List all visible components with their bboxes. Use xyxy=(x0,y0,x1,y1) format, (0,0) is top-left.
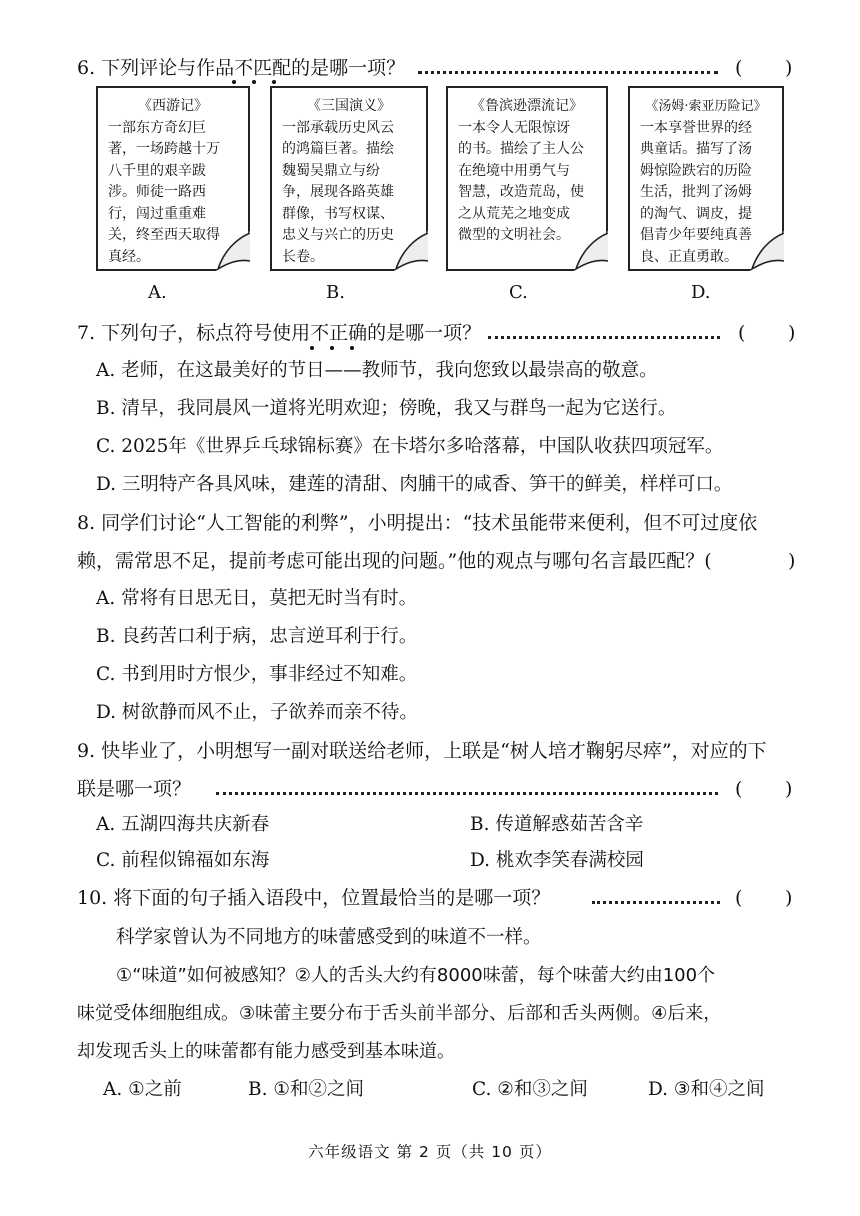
card-d-title: 《汤姆·索亚历险记》 xyxy=(645,99,767,114)
q8-stem-2: 赖，需常思不足，提前考虑可能出现的问题。”他的观点与哪句名言最匹配？( xyxy=(77,550,712,572)
card-d-body: 一本享誉世界的经 典童话。描写了汤 姆惊险跌宕的历险 生活，批判了汤姆 的淘气、调皮，提 倡青少年要纯真善 良、正直勇敢。 xyxy=(640,119,752,265)
q9-stem-1: 9. 快毕业了，小明想写一副对联送给老师，上联是“树人培才鞠躬尽瘁”，对应的下 xyxy=(77,740,767,762)
q6-leader-dots xyxy=(418,71,718,74)
page-curl-icon xyxy=(750,231,784,271)
q6-card-c[interactable] xyxy=(446,86,608,271)
q9-option-c[interactable]: C. 前程似锦福如东海 xyxy=(96,850,270,871)
q6-label-d: D. xyxy=(691,282,711,303)
q6-stem: 6. 下列评论与作品不匹配的是哪一项？ xyxy=(77,57,406,79)
q7-option-d[interactable]: D. 三明特产各具风味，建莲的清甜、肉脯干的咸香、笋干的鲜美，样样可口。 xyxy=(96,474,733,495)
q10-option-a[interactable]: A. ①之前 xyxy=(103,1079,182,1100)
page-curl-icon xyxy=(394,231,428,271)
q9-leader-dots xyxy=(216,792,718,795)
q6-card-b[interactable] xyxy=(270,86,428,271)
q10-option-b[interactable]: B. ①和②之间 xyxy=(248,1079,364,1100)
q10-passage-line2: 味觉受体细胞组成。③味蕾主要分布于舌头前半部分、后部和舌头两侧。④后来， xyxy=(77,1003,722,1024)
q9-stem-line2: 联是哪一项？ ( ) xyxy=(0,771,860,807)
q10-option-c[interactable]: C. ②和③之间 xyxy=(472,1079,588,1100)
q10-leader-dots xyxy=(592,901,720,904)
q6-label-a: A. xyxy=(148,282,167,303)
q7-stem: 7. 下列句子，标点符号使用不正确的是哪一项？ xyxy=(77,322,482,344)
q9-stem-2: 联是哪一项？ xyxy=(77,778,192,800)
q8-stem-1: 8. 同学们讨论“人工智能的利弊”，小明提出：“技术虽能带来便利，但不可过度依 xyxy=(77,512,758,534)
q7-leader-dots xyxy=(488,336,720,339)
q8-option-c[interactable]: C. 书到用时方恨少，事非经过不知难。 xyxy=(96,664,418,685)
q8-stem-line2: 赖，需常思不足，提前考虑可能出现的问题。”他的观点与哪句名言最匹配？( ) xyxy=(0,543,860,579)
q6-label-c: C. xyxy=(509,282,528,303)
q7-stem-line: 7. 下列句子，标点符号使用不正确的是哪一项？ ( ) xyxy=(0,315,860,351)
q10-options-row xyxy=(0,1072,860,1108)
page-curl-icon xyxy=(216,231,250,271)
card-c-title: 《鲁滨逊漂流记》 xyxy=(471,98,583,114)
q6-card-a[interactable] xyxy=(96,86,250,271)
q7-option-a[interactable]: A. 老师，在这最美好的节日——教师节，我向您致以最崇高的敬意。 xyxy=(96,360,658,381)
card-a-body: 一部东方奇幻巨 著，一场跨越十万 八千里的艰辛跋 涉。师徒一路西 行，闯过重重难 关，终至西天取得 真经。 xyxy=(108,119,220,265)
q9-option-b[interactable]: B. 传道解惑茹苦含辛 xyxy=(470,814,644,835)
q9-stem-line1 xyxy=(0,733,860,769)
card-b-title: 《三国演义》 xyxy=(307,98,391,114)
q8-stem-line1 xyxy=(0,505,860,541)
q6-label-b: B. xyxy=(326,282,345,303)
q6-stem-line: 6. 下列评论与作品不匹配的是哪一项？ ( ) xyxy=(0,50,860,86)
q7-option-b[interactable]: B. 清早，我同晨风一道将光明欢迎；傍晚，我又与群鸟一起为它送行。 xyxy=(96,398,677,419)
q10-option-d[interactable]: D. ③和④之间 xyxy=(648,1079,765,1100)
card-c-body: 一本令人无限惊讶 的书。描绘了主人公 在绝境中用勇气与 智慧，改造荒岛，使 之从荒芜之地变成 微型的文明社会。 xyxy=(458,119,584,243)
q9-option-d[interactable]: D. 桃欢李笑春满校园 xyxy=(470,850,644,871)
q8-option-a[interactable]: A. 常将有日思无日，莫把无时当有时。 xyxy=(96,588,418,609)
q8-option-d[interactable]: D. 树欲静而风不止，子欲养而亲不待。 xyxy=(96,702,418,723)
q10-stem-line: 10. 将下面的句子插入语段中，位置最恰当的是哪一项？ ( ) xyxy=(0,880,860,916)
q6-card-d[interactable] xyxy=(628,86,784,271)
card-a-title: 《西游记》 xyxy=(138,98,208,114)
q10-insert-sentence-line xyxy=(0,920,860,956)
card-b-body: 一部承载历史风云 的鸿篇巨著。描绘 魏蜀吴鼎立与纷 争，展现各路英雄 群像，书写权谋、 忠义与兴亡的历史 长卷。 xyxy=(282,119,394,265)
q10-insert-sentence: 科学家曾认为不同地方的味蕾感受到的味道不一样。 xyxy=(116,927,542,948)
q7-option-c[interactable]: C. 2025年《世界乒乓球锦标赛》在卡塔尔多哈落幕，中国队收获四项冠军。 xyxy=(96,436,724,457)
q9-options-row2 xyxy=(0,843,860,879)
q8-option-b[interactable]: B. 良药苦口利于病，忠言逆耳利于行。 xyxy=(96,626,418,647)
q10-stem: 10. 将下面的句子插入语段中，位置最恰当的是哪一项？ xyxy=(77,887,551,909)
q9-options-row1 xyxy=(0,807,860,843)
q10-passage-line3: 却发现舌头上的味蕾都有能力感受到基本味道。 xyxy=(77,1041,455,1062)
q9-option-a[interactable]: A. 五湖四海共庆新春 xyxy=(96,814,270,835)
page-footer: 六年级语文 第 2 页（共 10 页） xyxy=(308,1143,552,1161)
page-curl-icon xyxy=(574,231,608,271)
q10-passage-line1: ①“味道”如何被感知？②人的舌头大约有8000味蕾，每个味蕾大约由100个 xyxy=(116,965,716,986)
